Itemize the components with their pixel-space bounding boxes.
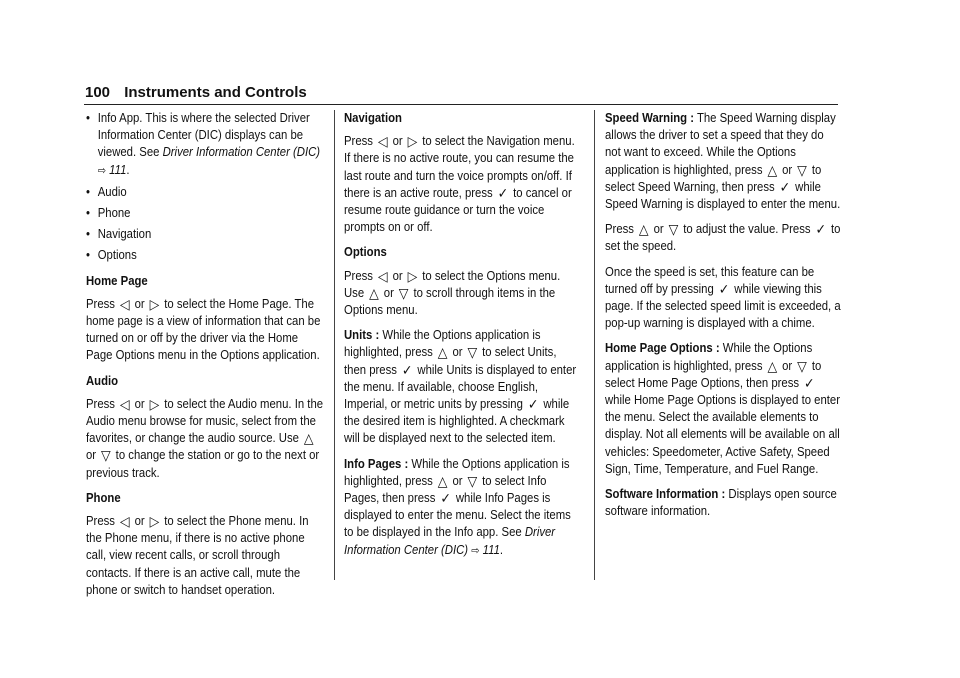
options-heading: Options bbox=[344, 245, 387, 260]
down-arrow-icon: ▽ bbox=[101, 447, 111, 464]
bullet-phone: • Phone bbox=[86, 205, 325, 222]
down-arrow-icon: ▽ bbox=[398, 284, 409, 301]
left-arrow-icon: ◁ bbox=[377, 133, 388, 150]
text: or bbox=[389, 134, 406, 149]
bullet-options: • Options bbox=[86, 247, 325, 264]
cross-reference: Driver Information Center (DIC) bbox=[162, 145, 321, 160]
adjust-value-text bbox=[605, 221, 841, 255]
text: to set the speed. bbox=[605, 222, 841, 254]
right-arrow-icon: ▷ bbox=[407, 133, 418, 150]
sentence-end: . bbox=[126, 162, 130, 177]
text: Press bbox=[86, 514, 119, 529]
home-page-options-text bbox=[605, 340, 841, 478]
down-arrow-icon: ▽ bbox=[797, 357, 807, 374]
text: While the Options application is highlighted, press bbox=[344, 328, 541, 360]
speed-warning-term: Speed Warning : bbox=[605, 111, 695, 125]
software-info-term: Software Information : bbox=[605, 487, 726, 502]
check-icon: ✓ bbox=[718, 280, 730, 297]
info-pages-text bbox=[344, 456, 580, 560]
text: while Home Page Options is displayed to enter the menu. Select the available elements to display. Not all elements will be available on all vehicles: Speedometer, Active Safety, Speed Sign, Time, Temperature, and Fuel Range. bbox=[605, 393, 841, 476]
text: to select Info Pages, then press bbox=[344, 473, 547, 506]
text: while the desired item is highlighted. A checkmark will be displayed next to the selected item. bbox=[344, 397, 570, 446]
left-arrow-icon: ◁ bbox=[119, 295, 130, 312]
left-arrow-icon: ◁ bbox=[119, 513, 130, 530]
text: Displays open source software information. bbox=[605, 487, 837, 519]
text: or bbox=[650, 222, 667, 237]
software-info-text bbox=[605, 486, 841, 520]
page-ref-arrow-icon: ⇨ bbox=[471, 544, 480, 557]
check-icon: ✓ bbox=[497, 184, 509, 201]
text: to select the Phone menu. In the Phone menu, if there is no active phone call, view recent calls, or scroll through contacts. If there is an active call, mute the phone or switch to handset operation. bbox=[86, 514, 309, 597]
check-icon: ✓ bbox=[401, 361, 413, 378]
down-arrow-icon: ▽ bbox=[467, 344, 478, 361]
right-arrow-icon: ▷ bbox=[407, 267, 418, 284]
down-arrow-icon: ▽ bbox=[467, 472, 478, 489]
info-app-text: Info App. This is where the selected Driver Information Center (DIC) displays can be viewed. See bbox=[97, 111, 310, 160]
up-arrow-icon: △ bbox=[437, 344, 448, 361]
text: while Info Pages is displayed to enter the menu. Select the items to be displayed in the Info app. See bbox=[344, 491, 571, 540]
text: or bbox=[389, 268, 406, 283]
text: Press bbox=[86, 296, 119, 311]
up-arrow-icon: △ bbox=[638, 221, 649, 238]
text: or bbox=[778, 358, 796, 373]
audio-text bbox=[86, 396, 325, 482]
bullet-navigation: • Navigation bbox=[86, 226, 325, 243]
right-arrow-icon: ▷ bbox=[149, 395, 160, 412]
cross-reference: Driver Information Center (DIC) bbox=[344, 525, 556, 557]
text: to select Home Page Options, then press bbox=[605, 358, 822, 390]
left-arrow-icon: ◁ bbox=[377, 267, 388, 284]
up-arrow-icon: △ bbox=[369, 284, 379, 301]
text: to adjust the value. Press bbox=[680, 222, 814, 237]
home-page-options-term: Home Page Options : bbox=[605, 341, 720, 356]
text: to select Units, then press bbox=[344, 345, 557, 377]
text: or bbox=[449, 345, 466, 360]
phone-text bbox=[86, 513, 325, 599]
text: while Speed Warning is displayed to enter the menu. bbox=[605, 179, 841, 212]
home-page-text bbox=[86, 296, 325, 365]
text: while viewing this page. If the selected speed limit is exceeded, a pop-up warning is displayed with a chime. bbox=[605, 281, 841, 331]
text: to select the Audio menu. In the Audio menu browse for music, select from the favorites, or change the audio source. Use bbox=[86, 396, 324, 446]
text: or bbox=[86, 448, 100, 463]
column-1 bbox=[86, 110, 325, 607]
units-term: Units : bbox=[344, 328, 380, 343]
text: to select Speed Warning, then press bbox=[605, 162, 822, 194]
navigation-text bbox=[344, 133, 580, 236]
page-ref: 111 bbox=[109, 162, 127, 177]
column-3 bbox=[605, 110, 841, 528]
text: or bbox=[131, 514, 148, 529]
text: Press bbox=[344, 134, 377, 149]
speed-warning-text bbox=[605, 110, 841, 213]
section-title: Instruments and Controls bbox=[124, 84, 307, 101]
home-page-heading: Home Page bbox=[86, 273, 148, 288]
check-icon: ✓ bbox=[779, 178, 791, 195]
text: While the Options application is highlighted, press bbox=[344, 456, 570, 488]
up-arrow-icon: △ bbox=[767, 357, 778, 374]
options-text bbox=[344, 268, 580, 320]
sentence-end: . bbox=[499, 542, 504, 557]
navigation-heading: Navigation bbox=[344, 111, 402, 125]
up-arrow-icon: △ bbox=[767, 161, 778, 178]
down-arrow-icon: ▽ bbox=[797, 161, 807, 178]
text: or bbox=[449, 473, 466, 488]
header-rule bbox=[84, 104, 838, 105]
check-icon: ✓ bbox=[527, 396, 539, 413]
text: Press bbox=[344, 268, 377, 283]
info-pages-term: Info Pages : bbox=[344, 456, 409, 471]
check-icon: ✓ bbox=[803, 374, 815, 391]
text: Once the speed is set, this feature can be turned off by pressing bbox=[605, 264, 815, 296]
text: to change the station or go to the next or previous track. bbox=[86, 448, 320, 480]
text: Press bbox=[605, 222, 638, 237]
text: Press bbox=[86, 396, 119, 411]
units-text bbox=[344, 327, 580, 447]
column-2 bbox=[344, 110, 580, 568]
text: or bbox=[778, 162, 796, 177]
column-divider-1 bbox=[334, 110, 335, 580]
text: or bbox=[380, 285, 398, 300]
check-icon: ✓ bbox=[815, 221, 827, 238]
text: or bbox=[131, 296, 148, 311]
right-arrow-icon: ▷ bbox=[149, 295, 160, 312]
bullet-info-app bbox=[86, 110, 325, 180]
page-header bbox=[85, 84, 307, 101]
audio-heading: Audio bbox=[86, 373, 119, 388]
right-arrow-icon: ▷ bbox=[149, 513, 160, 530]
column-divider-2 bbox=[594, 110, 595, 580]
page-ref: 111 bbox=[482, 542, 500, 557]
phone-heading: Phone bbox=[86, 490, 121, 505]
down-arrow-icon: ▽ bbox=[668, 221, 679, 238]
text: while Units is displayed to enter the menu. If available, choose English, Imperial, or metric units by pressing bbox=[344, 362, 577, 412]
text: to cancel or resume route guidance or turn the voice prompts on or off. bbox=[344, 185, 572, 235]
text: to select the Options menu. Use bbox=[344, 268, 561, 300]
text: to scroll through items in the Options menu. bbox=[344, 285, 556, 318]
left-arrow-icon: ◁ bbox=[119, 395, 130, 412]
check-icon: ✓ bbox=[440, 490, 451, 507]
bullet-audio: • Audio bbox=[86, 184, 325, 201]
page-ref-arrow-icon: ⇨ bbox=[97, 164, 106, 177]
text: to select the Home Page. The home page is a view of information that can be turned on or off by the driver via the Home Page Options menu in the Options application. bbox=[86, 296, 321, 363]
page-number: 100 bbox=[85, 84, 111, 101]
speed-off-text bbox=[605, 264, 841, 333]
text: or bbox=[131, 396, 148, 411]
up-arrow-icon: △ bbox=[437, 472, 448, 489]
text: to select the Navigation menu. If there is no active route, you can resume the last route and turn the voice prompts on/off. If there is an active route, press bbox=[344, 134, 575, 200]
up-arrow-icon: △ bbox=[303, 430, 314, 447]
text: While the Options application is highlighted, press bbox=[605, 341, 813, 373]
text: The Speed Warning display allows the driver to set a speed that they do not want to exceed. While the Options application is highlighted, press bbox=[605, 111, 836, 177]
